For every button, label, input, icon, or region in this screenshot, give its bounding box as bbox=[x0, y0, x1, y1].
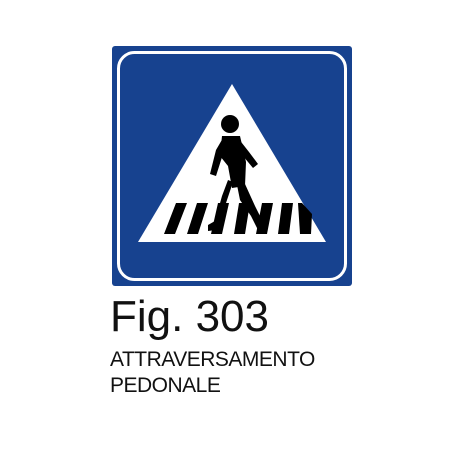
description-line-2: PEDONALE bbox=[110, 374, 221, 397]
sign-caption bbox=[110, 292, 315, 399]
pedestrian-crossing-sign-graphic bbox=[112, 46, 352, 286]
figure-label: Fig. 303 bbox=[110, 292, 269, 341]
pedestrian-crossing-sign bbox=[112, 46, 352, 286]
description-line-1: ATTRAVERSAMENTO bbox=[110, 348, 315, 371]
